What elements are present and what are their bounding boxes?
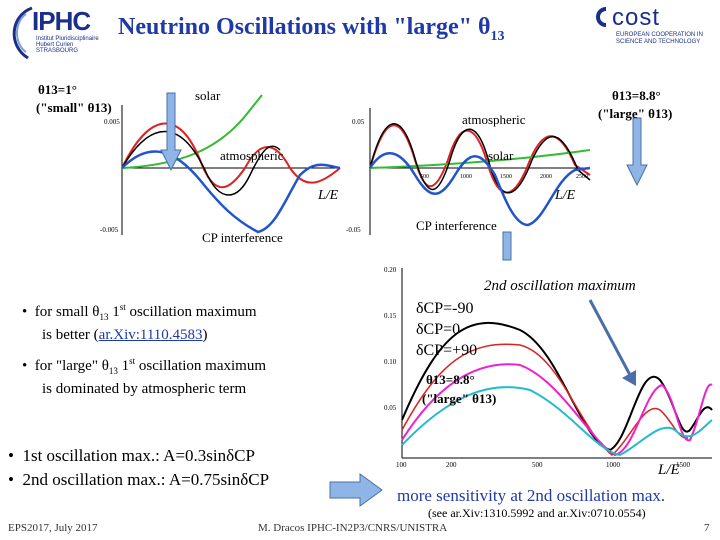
cp-pointer-arrow	[503, 232, 511, 260]
amplitude-second: • 2nd oscillation max.: A=0.75sinδCP	[8, 470, 270, 489]
dcp-minus90-label: δCP=-90	[416, 300, 474, 317]
dcp-0-label: δCP=0	[416, 321, 461, 338]
bottom-xtick-1000: 1000	[606, 461, 620, 469]
bottom-xtick-100: 100	[396, 461, 407, 469]
bottom-ytick-005: 0.05	[384, 404, 397, 412]
dcp-plus90-label: δCP=+90	[416, 342, 478, 359]
bottom-ytick-015: 0.15	[384, 312, 397, 320]
bottom-xtick-200: 200	[446, 461, 457, 469]
bottom-ytick-010: 0.10	[384, 358, 397, 366]
bottom-plot-frame	[402, 268, 712, 458]
cost-logo-subtext: EUROPEAN COOPERATION IN SCIENCE AND TECHNOLOGY	[616, 32, 703, 45]
right-xtick-3: 1500	[500, 174, 512, 180]
bullet-small-theta: • for small $\theta_{13}$ 1st oscillation maximum is better (ar.Xiv:1110.4583)	[22, 302, 257, 343]
right-block-arrow	[330, 474, 382, 506]
left-tick-top: 0.005	[104, 118, 120, 126]
bottom-xtick-500: 500	[532, 461, 543, 469]
bottom-ytick-020: 0.20	[384, 266, 397, 274]
iphc-logo-text: IPHC	[32, 6, 91, 36]
right-xtick-2: 1000	[460, 174, 472, 180]
arxiv-link-1110-4583[interactable]: ar.Xiv:1110.4583	[98, 327, 203, 343]
right-solar-label: solar	[488, 148, 514, 163]
bottom-pointer-arrow-line	[590, 300, 630, 375]
left-le-label: L/E	[318, 188, 339, 203]
sensitivity-main: more sensitivity at 2nd oscillation max.	[397, 486, 666, 505]
right-cp-label: CP interference	[416, 218, 497, 233]
second-max-label: 2nd oscillation maximum	[484, 278, 636, 294]
footer-page-number: 7	[704, 522, 710, 534]
bottom-large-label: ("large" θ13)	[422, 391, 497, 406]
right-large-label: ("large" θ13)	[598, 106, 673, 121]
left-small-label: ("small" θ13)	[36, 100, 112, 115]
cost-logo-text: cost	[612, 4, 661, 31]
footer-conference: EPS2017, July 2017	[8, 522, 98, 534]
right-atmospheric-label: atmospheric	[462, 112, 526, 127]
right-pointer-arrow	[627, 118, 647, 185]
left-atmospheric-label: atmospheric	[220, 148, 284, 163]
right-xtick-1: 500	[420, 174, 429, 180]
footer-author: M. Dracos IPHC-IN2P3/CNRS/UNISTRA	[258, 522, 448, 534]
bottom-theta-label: θ13=8.8°	[426, 372, 475, 387]
right-theta-label: θ13=8.8°	[612, 88, 661, 103]
right-tick-top: 0.05	[352, 118, 365, 126]
iphc-logo-subtext: Institut Pluridisciplinaire Hubert Curien STRASBOURG	[36, 36, 99, 54]
sensitivity-refs: (see ar.Xiv:1310.5992 and ar.Xiv:0710.0554)	[428, 506, 646, 520]
left-theta-label: θ13=1°	[38, 82, 77, 97]
amplitude-first: • 1st oscillation max.: A=0.3sinδCP	[8, 446, 255, 465]
right-le-label: L/E	[555, 188, 576, 203]
left-cp-label: CP interference	[202, 230, 283, 245]
page-title: Neutrino Oscillations with "large" $\theta_{13}$	[118, 14, 505, 44]
right-tick-bottom: -0.05	[346, 226, 361, 234]
right-xtick-5: 2500	[576, 174, 588, 180]
bottom-xtick-1500: 1500	[676, 461, 690, 469]
left-tick-bottom: -0.005	[100, 226, 119, 234]
bottom-le-label: L/E	[658, 462, 680, 478]
left-solar-label: solar	[195, 88, 221, 103]
bullet-large-theta: • for "large" $\theta_{13}$ 1st oscillation maximum is dominated by atmospheric term	[22, 356, 266, 397]
right-xtick-4: 2000	[540, 174, 552, 180]
